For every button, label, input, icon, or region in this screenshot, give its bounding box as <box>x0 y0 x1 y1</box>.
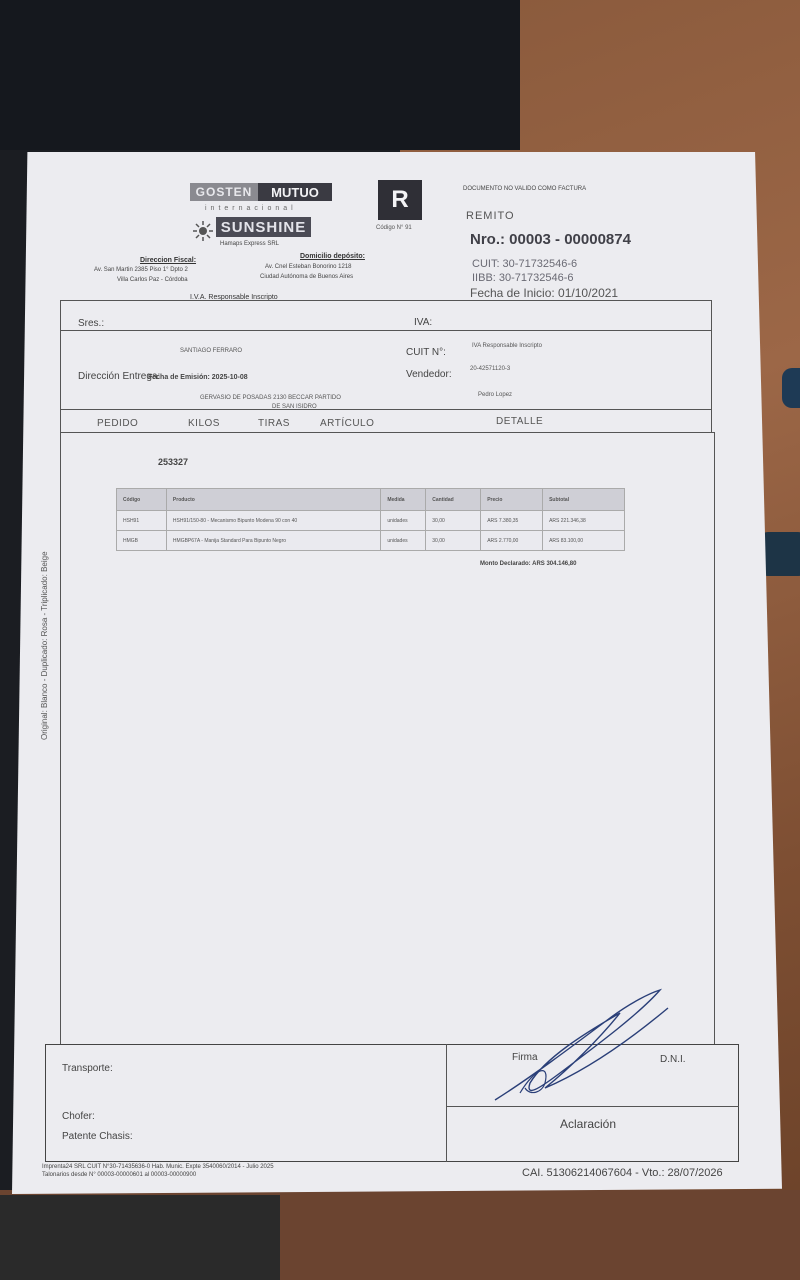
divider <box>446 1106 739 1107</box>
gosten-mutuo-logo: GOSTEN MUTUO <box>190 183 332 201</box>
cell-cantidad: 30,00 <box>426 511 481 531</box>
document-code: Código N° 91 <box>376 225 412 231</box>
direccion-value-2: DE SAN ISIDRO <box>272 404 317 410</box>
border <box>711 404 712 432</box>
dni-label: D.N.I. <box>660 1054 686 1065</box>
direccion-label: Dirección Entrega: <box>78 371 161 382</box>
firma-label: Firma <box>512 1052 538 1063</box>
vendedor-value: Pedro Lopez <box>478 392 513 398</box>
aclaracion-label: Aclaración <box>560 1117 617 1131</box>
vendedor-label: Vendedor: <box>406 369 452 380</box>
header-precio: Precio <box>481 489 543 511</box>
items-table <box>116 488 625 551</box>
column-tiras: TIRAS <box>258 418 290 429</box>
printer-note: Imprenta24 SRL CUIT N°30-71435636-0 Hab. Munic. Expte 3540060/2014 - Julio 2025 Talonarios desde N° 00003-00000601 al 00003-00000900 <box>42 1164 274 1178</box>
header-subtotal: Subtotal <box>543 489 625 511</box>
copy-colors-note: Original: Blanco - Duplicado: Rosa - Triplicado: Beige <box>40 551 49 740</box>
sunshine-logo: SUNSHINE <box>216 217 311 237</box>
header-medida: Medida <box>381 489 426 511</box>
fiscal-address-title: Direccion Fiscal: <box>140 257 197 264</box>
issuer-cuit: CUIT: 30-71732546-6 <box>472 258 578 270</box>
document-letter-box: R <box>378 180 422 220</box>
cell-subtotal: ARS 83.100,00 <box>543 531 625 551</box>
fecha-emision: Fecha de Emisión: 2025-10-08 <box>148 374 248 381</box>
deposit-address-title: Domicilio depósito: <box>300 253 365 260</box>
cuit-value: 20-42571120-3 <box>470 366 511 372</box>
cell-precio: ARS 7.380,35 <box>481 511 543 531</box>
table-row <box>117 511 625 531</box>
dark-background <box>0 0 520 150</box>
client-name: SANTIAGO FERRARO <box>180 348 243 354</box>
cell-medida: unidades <box>381 511 426 531</box>
document-title: REMITO <box>466 210 515 222</box>
cell-cantidad: 30,00 <box>426 531 481 551</box>
sun-icon <box>192 220 214 242</box>
column-detalle: DETALLE <box>496 416 544 427</box>
document-number: Nro.: 00003 - 00000874 <box>470 231 631 248</box>
sres-label: Sres.: <box>78 318 105 329</box>
transporte-label: Transporte: <box>62 1063 113 1074</box>
header-producto: Producto <box>166 489 380 511</box>
cell-subtotal: ARS 221.346,38 <box>543 511 625 531</box>
header-cantidad: Cantidad <box>426 489 481 511</box>
pedido-number: 253327 <box>158 457 189 467</box>
cell-precio: ARS 2.770,00 <box>481 531 543 551</box>
blue-object <box>782 368 800 408</box>
deposit-address-line: Av. Cnel Esteban Bonorino 1218 <box>265 264 352 270</box>
start-date: Fecha de Inicio: 01/10/2021 <box>470 286 619 300</box>
brand-subtitle: Hamaps Express SRL <box>220 241 280 247</box>
table-row <box>117 531 625 551</box>
cell-producto: HMGBP67A - Manija Standard Para Bipunto Negro <box>166 531 380 551</box>
dark-object-background <box>0 1195 280 1280</box>
cell-producto: HSH91/150-80 - Mecanismo Bipunto Modena 90 con 40 <box>166 511 380 531</box>
cell-codigo: HSH91 <box>117 511 167 531</box>
client-box <box>60 300 712 410</box>
divider <box>60 432 714 433</box>
fiscal-address-line: Villa Carlos Paz - Córdoba <box>117 277 188 283</box>
invalid-invoice-note: DOCUMENTO NO VALIDO COMO FACTURA <box>463 186 587 192</box>
iva-status: I.V.A. Responsable Inscripto <box>190 294 278 301</box>
deposit-address-line: Ciudad Autónoma de Buenos Aires <box>260 274 354 280</box>
border <box>60 432 61 1044</box>
table-header-row <box>117 489 625 511</box>
cai-number: CAI. 51306214067604 - Vto.: 28/07/2026 <box>522 1167 723 1179</box>
issuer-iibb: IIBB: 30-71732546-6 <box>472 272 574 284</box>
cuit-label: CUIT N°: <box>406 347 446 358</box>
fiscal-address-line: Av. San Martin 2385 Piso 1° Dpto 2 <box>94 267 188 273</box>
header-codigo: Código <box>117 489 167 511</box>
border <box>714 432 715 1044</box>
column-articulo: ARTÍCULO <box>320 418 375 429</box>
divider <box>446 1044 447 1162</box>
logo-subtitle: internacional <box>205 205 297 212</box>
chofer-label: Chofer: <box>62 1111 95 1122</box>
column-kilos: KILOS <box>188 418 220 429</box>
direccion-value: GERVASIO DE POSADAS 2130 BECCAR PARTIDO <box>200 395 341 401</box>
column-pedido: PEDIDO <box>97 418 139 429</box>
signature <box>490 988 675 1106</box>
iva-label: IVA: <box>414 317 433 328</box>
cell-codigo: HMGB <box>117 531 167 551</box>
divider <box>60 330 712 331</box>
iva-value: IVA Responsable Inscripto <box>472 343 542 349</box>
border <box>60 410 61 432</box>
patente-label: Patente Chasis: <box>62 1131 133 1142</box>
declared-amount: Monto Declarado: ARS 304.146,80 <box>480 561 577 567</box>
cell-medida: unidades <box>381 531 426 551</box>
